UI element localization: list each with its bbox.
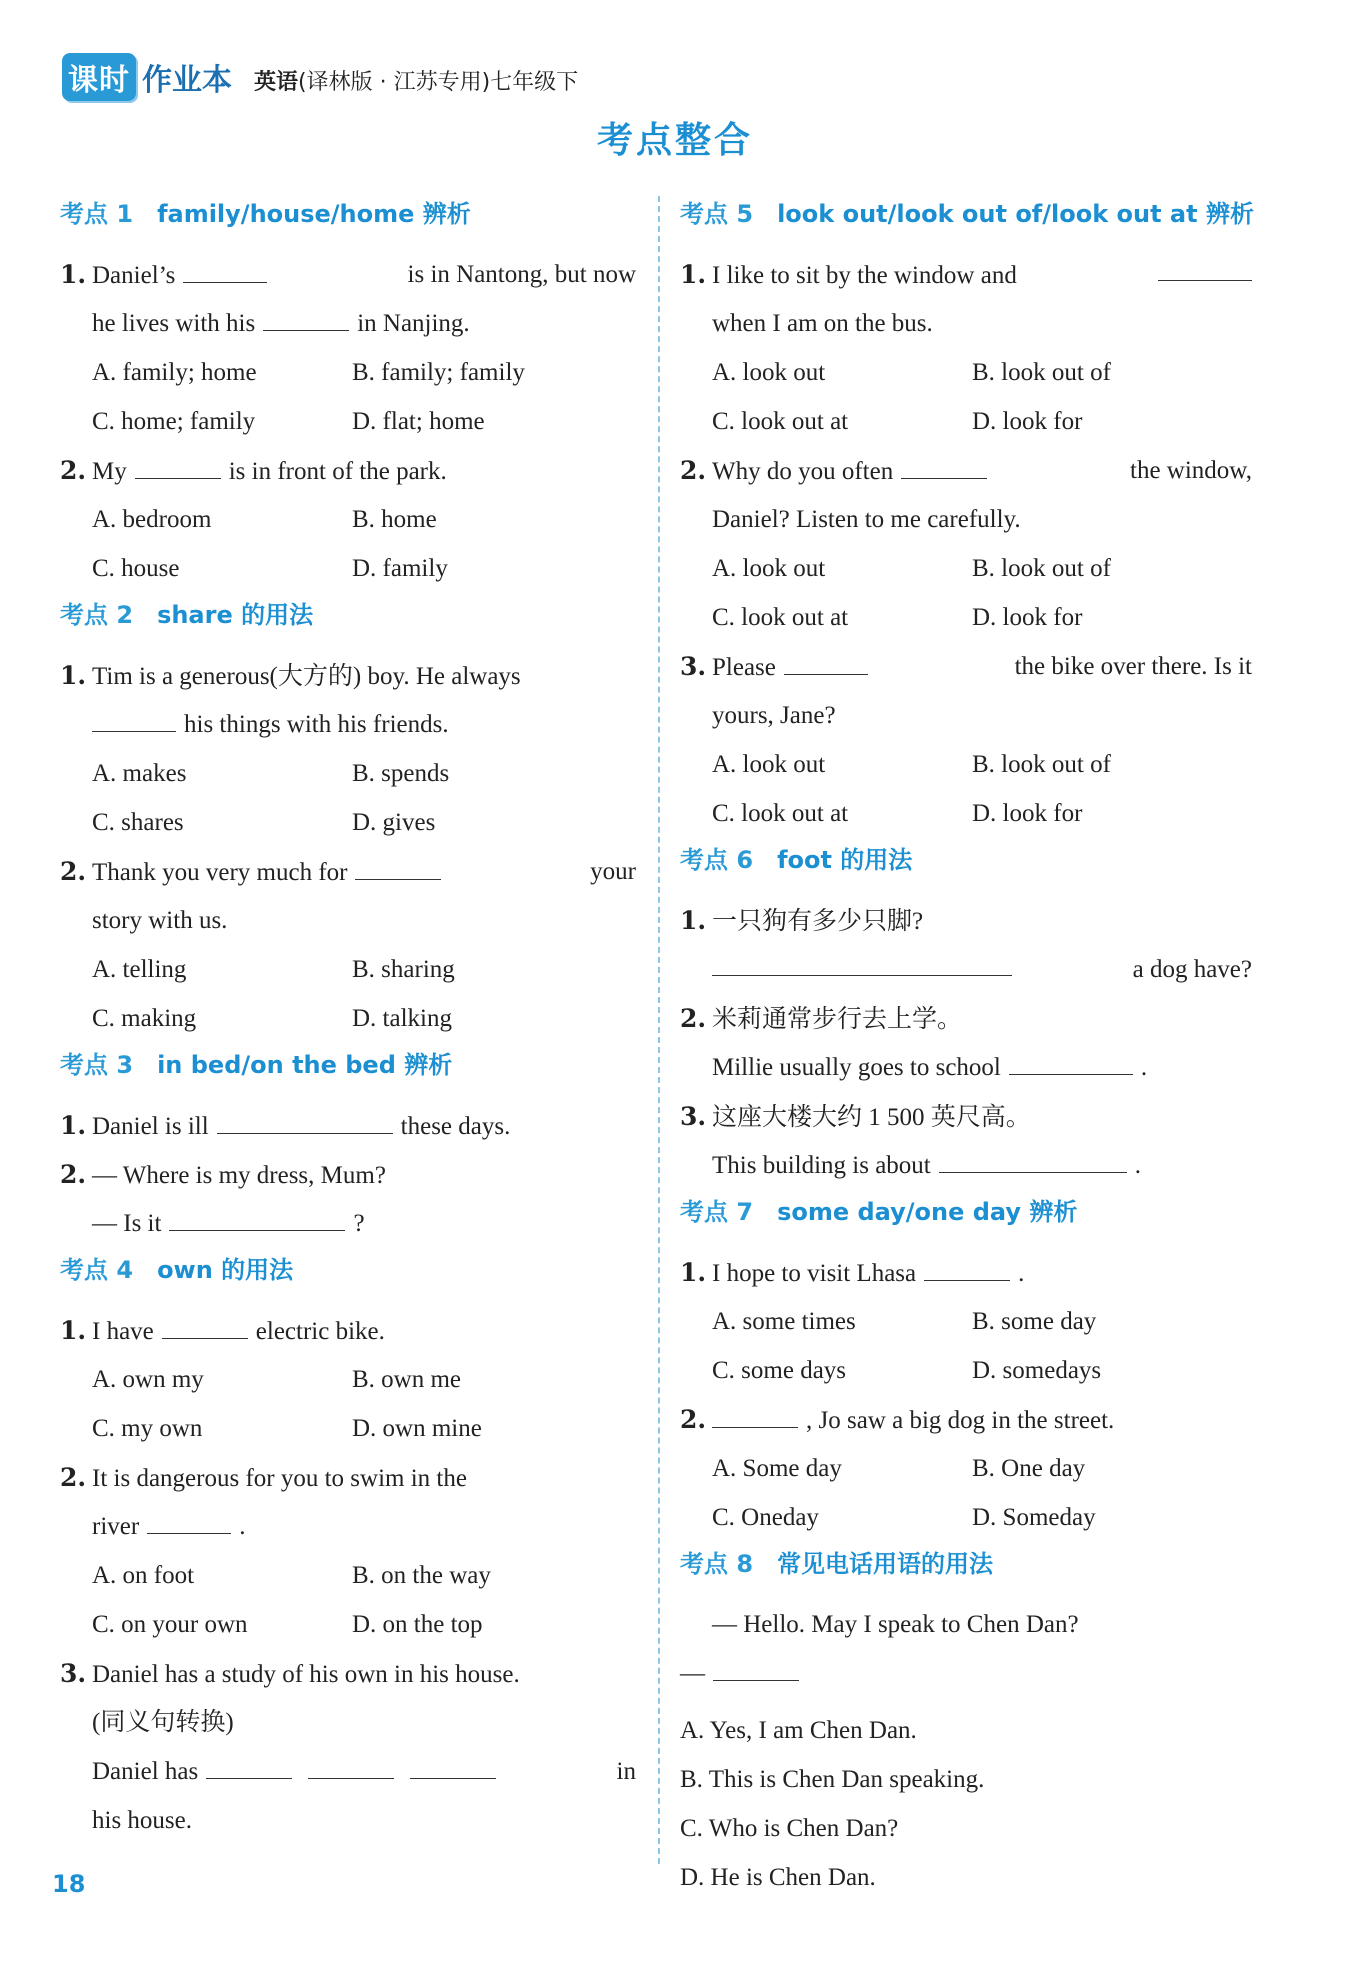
question-text: . <box>1134 1152 1141 1179</box>
header <box>62 52 578 102</box>
option-b[interactable]: B. sharing <box>352 956 455 983</box>
question-line <box>680 642 1252 691</box>
question-line <box>60 1199 636 1248</box>
options-row <box>60 1600 636 1649</box>
question-line <box>60 896 636 945</box>
section-heading-kd2 <box>60 593 636 637</box>
option-d[interactable]: D. gives <box>352 809 436 836</box>
section-topic: some day/one day 辨析 <box>777 1198 1078 1226</box>
page-title: 考点整合 <box>596 120 753 161</box>
option-d[interactable]: D. Someday <box>972 1504 1096 1531</box>
options-row <box>680 1444 1252 1493</box>
option-d[interactable]: D. He is Chen Dan. <box>680 1864 876 1891</box>
question-text: your <box>590 858 636 885</box>
question-line <box>680 446 1252 495</box>
options-row <box>680 397 1252 446</box>
question-text: Please <box>712 654 776 681</box>
question-text: when I am on the bus. <box>712 310 933 337</box>
question-text: 米莉通常步行去上学。 <box>712 1006 963 1033</box>
section-heading-kd4 <box>60 1248 636 1292</box>
options-row <box>60 1355 636 1404</box>
answer-blank[interactable] <box>1009 1044 1133 1075</box>
answer-blank[interactable] <box>410 1748 496 1779</box>
option-d[interactable]: D. family <box>352 555 448 582</box>
question-text: the bike over there. Is it <box>1014 653 1252 680</box>
option-c[interactable]: C. making <box>92 1005 197 1032</box>
question-number: 3. <box>680 1102 707 1131</box>
question-line <box>60 250 636 299</box>
question-text: in Nanjing. <box>357 310 470 337</box>
section-label: 考点 4 <box>60 1256 134 1284</box>
option-a[interactable]: A. look out <box>712 555 826 582</box>
question-text: river <box>92 1513 140 1540</box>
options-row <box>60 495 636 544</box>
answer-blank[interactable] <box>1158 250 1252 281</box>
question-line <box>680 1043 1252 1092</box>
answer-blank[interactable] <box>217 1103 393 1134</box>
question-line <box>60 299 636 348</box>
question-number: 2. <box>60 1463 87 1492</box>
answer-blank[interactable] <box>712 945 1012 976</box>
answer-blank[interactable] <box>147 1503 231 1534</box>
answer-blank[interactable] <box>901 448 987 479</box>
question-line <box>680 691 1252 740</box>
section-heading-kd6 <box>680 838 1252 882</box>
question-text: Daniel? Listen to me carefully. <box>712 506 1021 533</box>
edition-label: (译林版 · 江苏专用)七年级下 <box>298 69 579 95</box>
section-heading-kd1 <box>60 192 636 236</box>
question-number: 2. <box>60 456 87 485</box>
question-line <box>680 299 1252 348</box>
question-text: electric bike. <box>255 1318 385 1345</box>
question-text: It is dangerous for you to swim in the <box>92 1465 467 1492</box>
question-text: his house. <box>92 1807 192 1834</box>
question-text: Tim is a generous(大方的) boy. He always <box>92 663 521 690</box>
question-text: My <box>92 458 127 485</box>
question-line <box>680 1092 1252 1141</box>
option-b[interactable]: B. family; family <box>352 359 525 386</box>
option-a[interactable]: A. some times <box>712 1308 856 1335</box>
answer-blank[interactable] <box>713 1650 799 1681</box>
question-number: 1. <box>60 1316 87 1345</box>
option-d[interactable]: D. on the top <box>352 1611 483 1638</box>
question-line <box>680 1141 1252 1190</box>
logo-badge: 课时 <box>62 53 136 101</box>
options-row <box>60 544 636 593</box>
options-row <box>680 789 1252 838</box>
question-line <box>60 1150 636 1199</box>
answer-blank[interactable] <box>206 1748 292 1779</box>
question-text: Daniel has <box>92 1758 199 1785</box>
question-line <box>60 1649 636 1698</box>
book-subtitle <box>254 65 578 96</box>
dialogue-line: — Hello. May I speak to Chen Dan? <box>712 1611 1079 1638</box>
logo-title: 作业本 <box>142 63 232 98</box>
dash: — <box>680 1660 705 1687</box>
section-label: 考点 3 <box>60 1051 134 1079</box>
question-number: 1. <box>60 1111 87 1140</box>
question-line <box>60 1796 636 1845</box>
section-heading-kd5 <box>680 192 1252 236</box>
options-row <box>60 1404 636 1453</box>
question-text: I like to sit by the window and <box>712 262 1017 289</box>
options-row <box>60 994 636 1043</box>
question-number: 1. <box>60 661 87 690</box>
question-line <box>680 896 1252 945</box>
answer-blank[interactable] <box>183 252 267 283</box>
page-number: 18 <box>52 1870 86 1898</box>
question-text: Daniel is ill <box>92 1113 209 1140</box>
question-line <box>680 1248 1252 1297</box>
option-b[interactable]: B. home <box>352 506 437 533</box>
question-line <box>60 700 636 749</box>
options-row <box>680 1297 1252 1346</box>
question-text: is in Nantong, but now <box>407 261 636 288</box>
option-c[interactable]: C. home; family <box>92 408 256 435</box>
question-line <box>60 1502 636 1551</box>
question-text: . <box>1140 1054 1148 1081</box>
option-b[interactable]: B. look out of <box>972 555 1111 582</box>
options-row <box>60 798 636 847</box>
options-row <box>60 749 636 798</box>
option-b[interactable]: B. One day <box>972 1455 1086 1482</box>
answer-blank[interactable] <box>169 1200 345 1231</box>
options-row <box>60 397 636 446</box>
question-text: he lives with his <box>92 310 256 337</box>
option-a[interactable]: A. look out <box>712 359 826 386</box>
question-text: 这座大楼大约 1 500 英尺高。 <box>712 1104 1031 1131</box>
question-line <box>60 847 636 896</box>
section-label: 考点 6 <box>680 846 754 874</box>
option-b[interactable]: B. look out of <box>972 359 1111 386</box>
question-text: the window, <box>1130 457 1252 484</box>
option-d[interactable]: D. look for <box>972 800 1083 827</box>
question-line <box>60 446 636 495</box>
answer-blank[interactable] <box>162 1308 248 1339</box>
section-label: 考点 8 <box>680 1550 754 1578</box>
option-c[interactable]: C. shares <box>92 809 184 836</box>
question-text: . <box>239 1513 246 1540</box>
question-line <box>60 1698 636 1747</box>
option-a[interactable]: A. makes <box>92 760 187 787</box>
option-a[interactable]: A. bedroom <box>92 506 212 533</box>
question-text: ? <box>353 1210 365 1237</box>
option-c[interactable]: C. Oneday <box>712 1504 819 1531</box>
question-text: I have <box>92 1318 154 1345</box>
question-text: Thank you very much for <box>92 859 348 886</box>
option-a[interactable]: A. Yes, I am Chen Dan. <box>680 1717 917 1744</box>
right-column <box>680 192 1252 1902</box>
option-c[interactable]: C. look out at <box>712 604 849 631</box>
option-a[interactable]: A. on foot <box>92 1562 195 1589</box>
options-row <box>680 593 1252 642</box>
question-text: Millie usually goes to school <box>712 1054 1001 1081</box>
answer-blank[interactable] <box>355 849 441 880</box>
question-text: — Is it <box>92 1210 162 1237</box>
option-b[interactable]: B. some day <box>972 1308 1097 1335</box>
options-row <box>60 945 636 994</box>
question-text: these days. <box>400 1113 511 1140</box>
question-text: yours, Jane? <box>712 702 836 729</box>
dialogue-line <box>680 1649 1252 1698</box>
option-c[interactable]: C. my own <box>92 1415 203 1442</box>
question-text: is in front of the park. <box>228 458 447 485</box>
question-number: 1. <box>60 260 87 289</box>
question-text: a dog have? <box>1132 956 1252 983</box>
question-line <box>680 495 1252 544</box>
section-label: 考点 7 <box>680 1198 754 1226</box>
option-c[interactable]: C. Who is Chen Dan? <box>680 1815 899 1842</box>
question-line <box>60 1101 636 1150</box>
question-number: 1. <box>680 906 707 935</box>
option-b[interactable]: B. on the way <box>352 1562 491 1589</box>
question-number: 2. <box>60 1160 87 1189</box>
option-b[interactable]: B. own me <box>352 1366 462 1393</box>
answer-blank[interactable] <box>135 448 221 479</box>
option-b[interactable]: B. This is Chen Dan speaking. <box>680 1766 985 1793</box>
question-number: 1. <box>680 260 707 289</box>
question-number: 2. <box>680 456 707 485</box>
option-a[interactable]: A. look out <box>712 751 826 778</box>
option-d[interactable]: D. talking <box>352 1005 452 1032</box>
question-number: 1. <box>680 1258 707 1287</box>
options-row <box>680 1493 1252 1542</box>
option-b[interactable]: B. look out of <box>972 751 1111 778</box>
answer-blank[interactable] <box>712 1397 798 1428</box>
answer-blank[interactable] <box>939 1142 1127 1173</box>
answer-blank[interactable] <box>784 644 868 675</box>
section-topic: in bed/on the bed 辨析 <box>157 1051 453 1079</box>
question-text: . <box>1018 1260 1025 1287</box>
option-c[interactable]: C. on your own <box>92 1611 248 1638</box>
question-line <box>60 651 636 700</box>
question-line <box>680 994 1252 1043</box>
question-text: his things with his friends. <box>184 711 449 738</box>
options-row <box>680 1346 1252 1395</box>
answer-blank[interactable] <box>308 1748 394 1779</box>
question-number: 3. <box>60 1659 87 1688</box>
question-number: 2. <box>60 857 87 886</box>
option-c[interactable]: C. house <box>92 555 180 582</box>
question-number: 3. <box>680 652 707 681</box>
question-line <box>60 1306 636 1355</box>
section-heading-kd7 <box>680 1190 1252 1234</box>
left-column <box>60 192 636 1845</box>
option-d[interactable]: D. own mine <box>352 1415 482 1442</box>
subject-label: 英语 <box>254 69 299 95</box>
option-d[interactable]: D. flat; home <box>352 408 485 435</box>
question-number: 2. <box>680 1004 707 1033</box>
option-c[interactable]: C. some days <box>712 1357 847 1384</box>
option-b[interactable]: B. spends <box>352 760 450 787</box>
question-text: 一只狗有多少只脚? <box>712 908 924 935</box>
options-row <box>680 544 1252 593</box>
question-text: Daniel’s <box>92 262 176 289</box>
section-label: 考点 1 <box>60 200 134 228</box>
option-c[interactable]: C. look out at <box>712 408 849 435</box>
section-topic: family/house/home 辨析 <box>157 200 471 228</box>
answer-blank[interactable] <box>924 1250 1010 1281</box>
section-heading-kd8 <box>680 1542 1252 1586</box>
options-row <box>680 740 1252 789</box>
options-row <box>60 348 636 397</box>
option-c[interactable]: C. look out at <box>712 800 849 827</box>
question-text: in <box>616 1758 636 1785</box>
option-a[interactable]: A. family; home <box>92 359 257 386</box>
option-a[interactable]: A. telling <box>92 956 187 983</box>
question-line <box>60 1747 636 1796</box>
question-text: I hope to visit Lhasa <box>712 1260 917 1287</box>
question-line <box>680 250 1252 299</box>
option-d[interactable]: D. look for <box>972 408 1083 435</box>
option-d[interactable]: D. somedays <box>972 1357 1102 1384</box>
section-heading-kd3 <box>60 1043 636 1087</box>
question-line <box>60 1453 636 1502</box>
answer-blank[interactable] <box>263 300 349 331</box>
option-a[interactable]: A. own my <box>92 1366 204 1393</box>
question-text: story with us. <box>92 907 228 934</box>
question-text: Why do you often <box>712 458 894 485</box>
answer-blank[interactable] <box>92 701 176 732</box>
section-label: 考点 2 <box>60 601 134 629</box>
question-text: Daniel has a study of his own in his house. <box>92 1661 520 1688</box>
question-text: , Jo saw a big dog in the street. <box>806 1407 1115 1434</box>
option-d[interactable]: D. look for <box>972 604 1083 631</box>
question-line <box>680 1395 1252 1444</box>
section-label: 考点 5 <box>680 200 754 228</box>
section-topic: own 的用法 <box>157 1256 294 1284</box>
column-divider <box>658 196 660 1864</box>
question-text: (同义句转换) <box>92 1709 234 1736</box>
options-row <box>680 348 1252 397</box>
section-topic: 常见电话用语的用法 <box>777 1550 994 1578</box>
question-line <box>680 945 1252 994</box>
question-text: This building is about <box>712 1152 931 1179</box>
question-number: 2. <box>680 1405 707 1434</box>
question-text: — Where is my dress, Mum? <box>92 1162 386 1189</box>
option-a[interactable]: A. Some day <box>712 1455 842 1482</box>
section-topic: look out/look out of/look out at 辨析 <box>777 200 1254 228</box>
section-topic: foot 的用法 <box>777 846 913 874</box>
section-topic: share 的用法 <box>157 601 314 629</box>
options-row <box>60 1551 636 1600</box>
